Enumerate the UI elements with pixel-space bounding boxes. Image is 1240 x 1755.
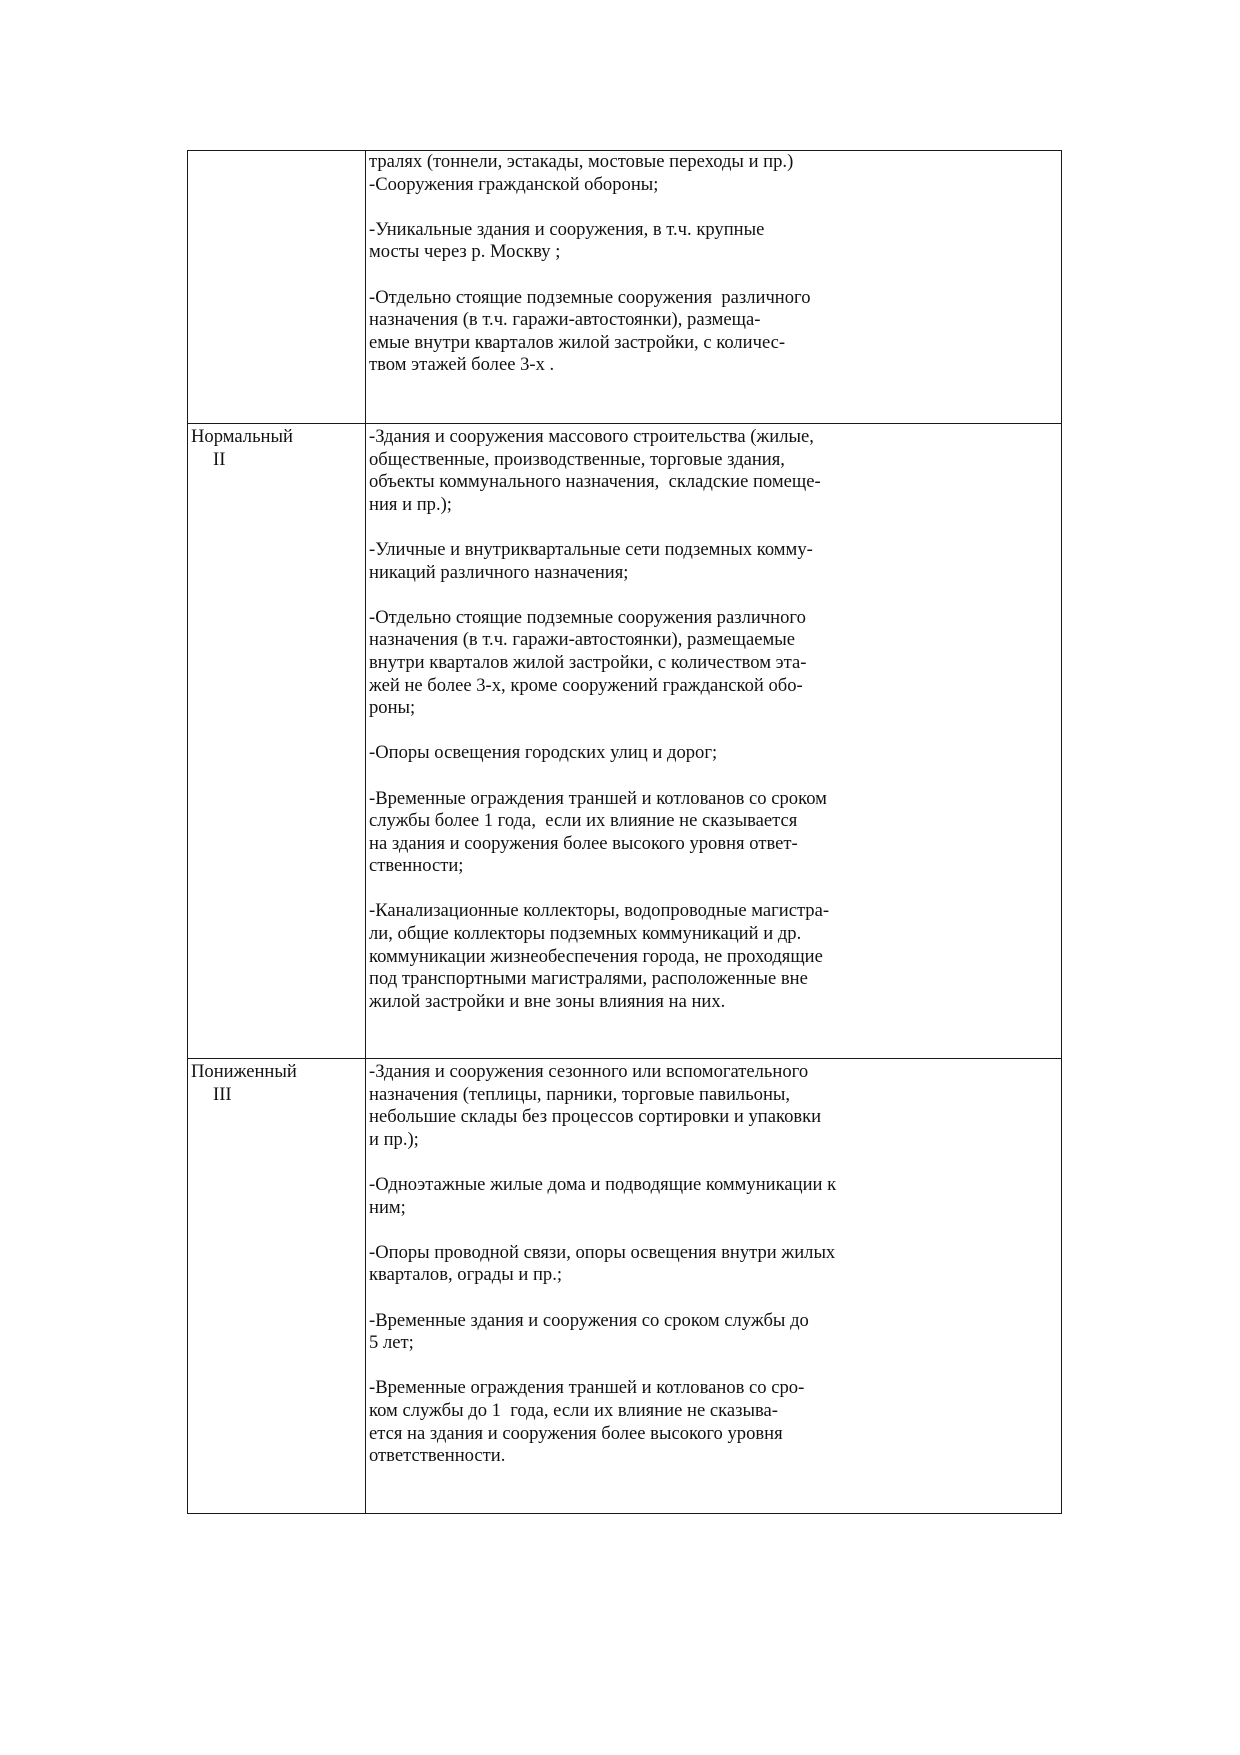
text-line: ственности; [369,855,464,877]
text-line: под транспортными магистралями, расположенные вне [369,968,808,990]
text-line: -Здания и сооружения сезонного или вспомогательного [369,1061,809,1082]
description-paragraph [369,900,1061,1013]
text-line: -Отдельно стоящие подземные сооружения различного [369,606,806,628]
text-line: ком службы до 1 года, если их влияние не сказыва- [369,1399,778,1421]
text-line: службы более 1 года, если их влияние не сказывается [369,810,798,832]
table-row [188,1059,1062,1514]
description-paragraph [369,1377,1061,1467]
level-name: Нормальный [191,426,293,447]
text-line: ним; [369,1196,406,1218]
text-line: небольшие склады без процессов сортировки и упаковки [369,1106,822,1128]
text-line: -Уличные и внутриквартальные сети подземных комму- [369,538,813,560]
text-line: -Уникальные здания и сооружения, в т.ч. крупные [369,218,765,240]
level-name: Пониженный [191,1061,297,1082]
text-line: -Здания и сооружения массового строительства (жилые, [369,426,814,447]
text-line: коммуникации жизнеобеспечения города, не проходящие [369,945,823,967]
table-row [188,151,1062,424]
text-line: -Опоры освещения городских улиц и дорог; [369,742,718,764]
description-paragraph [369,607,1061,720]
text-line: никаций различного назначения; [369,561,629,583]
text-line: ответственности. [369,1445,506,1467]
text-line: ли, общие коллекторы подземных коммуникаций и др. [369,923,802,945]
description-paragraph [369,1061,1061,1151]
text-line: мосты через р. Москву ; [369,241,561,263]
text-line: жей не более 3-х, кроме сооружений гражданской обо- [369,674,803,696]
text-line: жилой застройки и вне зоны влияния на них. [369,990,726,1012]
description-cell [366,424,1062,1059]
table-row [188,424,1062,1059]
text-line: роны; [369,697,416,719]
text-line: и пр.); [369,1128,419,1150]
text-line: кварталов, ограды и пр.; [369,1264,563,1286]
description-paragraph [369,788,1061,878]
description-paragraph [369,219,1061,264]
level-cell [188,1059,366,1514]
text-line: емые внутри кварталов жилой застройки, с количес- [369,331,786,353]
description-paragraph [369,1242,1061,1287]
text-line: -Временные здания и сооружения со сроком службы до [369,1309,809,1331]
responsibility-levels-table [187,150,1062,1514]
description-cell [366,1059,1062,1514]
text-line: назначения (теплицы, парники, торговые павильоны, [369,1083,791,1105]
text-line: ния и пр.); [369,493,452,515]
level-number: III [213,1083,232,1105]
text-line: -Канализационные коллекторы, водопроводные магистра- [369,900,830,922]
text-line: -Отдельно стоящие подземные сооружения различного [369,286,811,308]
text-line: назначения (в т.ч. гаражи-автостоянки), размещаемые [369,629,796,651]
description-cell [366,151,1062,424]
text-line: тралях (тоннели, эстакады, мостовые переходы и пр.) [369,151,794,172]
text-line: на здания и сооружения более высокого уровня ответ- [369,832,798,854]
description-paragraph [369,539,1061,584]
description-paragraph [369,426,1061,516]
text-line: -Сооружения гражданской обороны; [369,173,659,195]
level-number: II [213,448,226,470]
description-paragraph [369,1174,1061,1219]
text-line: твом этажей более 3-х . [369,354,555,376]
level-cell [188,424,366,1059]
text-line: -Временные ограждения траншей и котлованов со сро- [369,1377,805,1399]
text-line: -Опоры проводной связи, опоры освещения внутри жилых [369,1241,836,1263]
description-paragraph [369,287,1061,377]
text-line: внутри кварталов жилой застройки, с количеством эта- [369,651,807,673]
text-line: -Одноэтажные жилые дома и подводящие коммуникации к [369,1173,837,1195]
text-line: 5 лет; [369,1332,414,1354]
level-cell [188,151,366,424]
text-line: общественные, производственные, торговые здания, [369,448,785,470]
description-paragraph [369,1310,1061,1355]
text-line: назначения (в т.ч. гаражи-автостоянки), размеща- [369,309,761,331]
text-line: -Временные ограждения траншей и котлованов со сроком [369,787,827,809]
description-paragraph [369,742,1061,765]
text-line: ется на здания и сооружения более высокого уровня [369,1422,783,1444]
description-paragraph [369,151,1061,196]
text-line: объекты коммунального назначения, складские помеще- [369,471,821,493]
